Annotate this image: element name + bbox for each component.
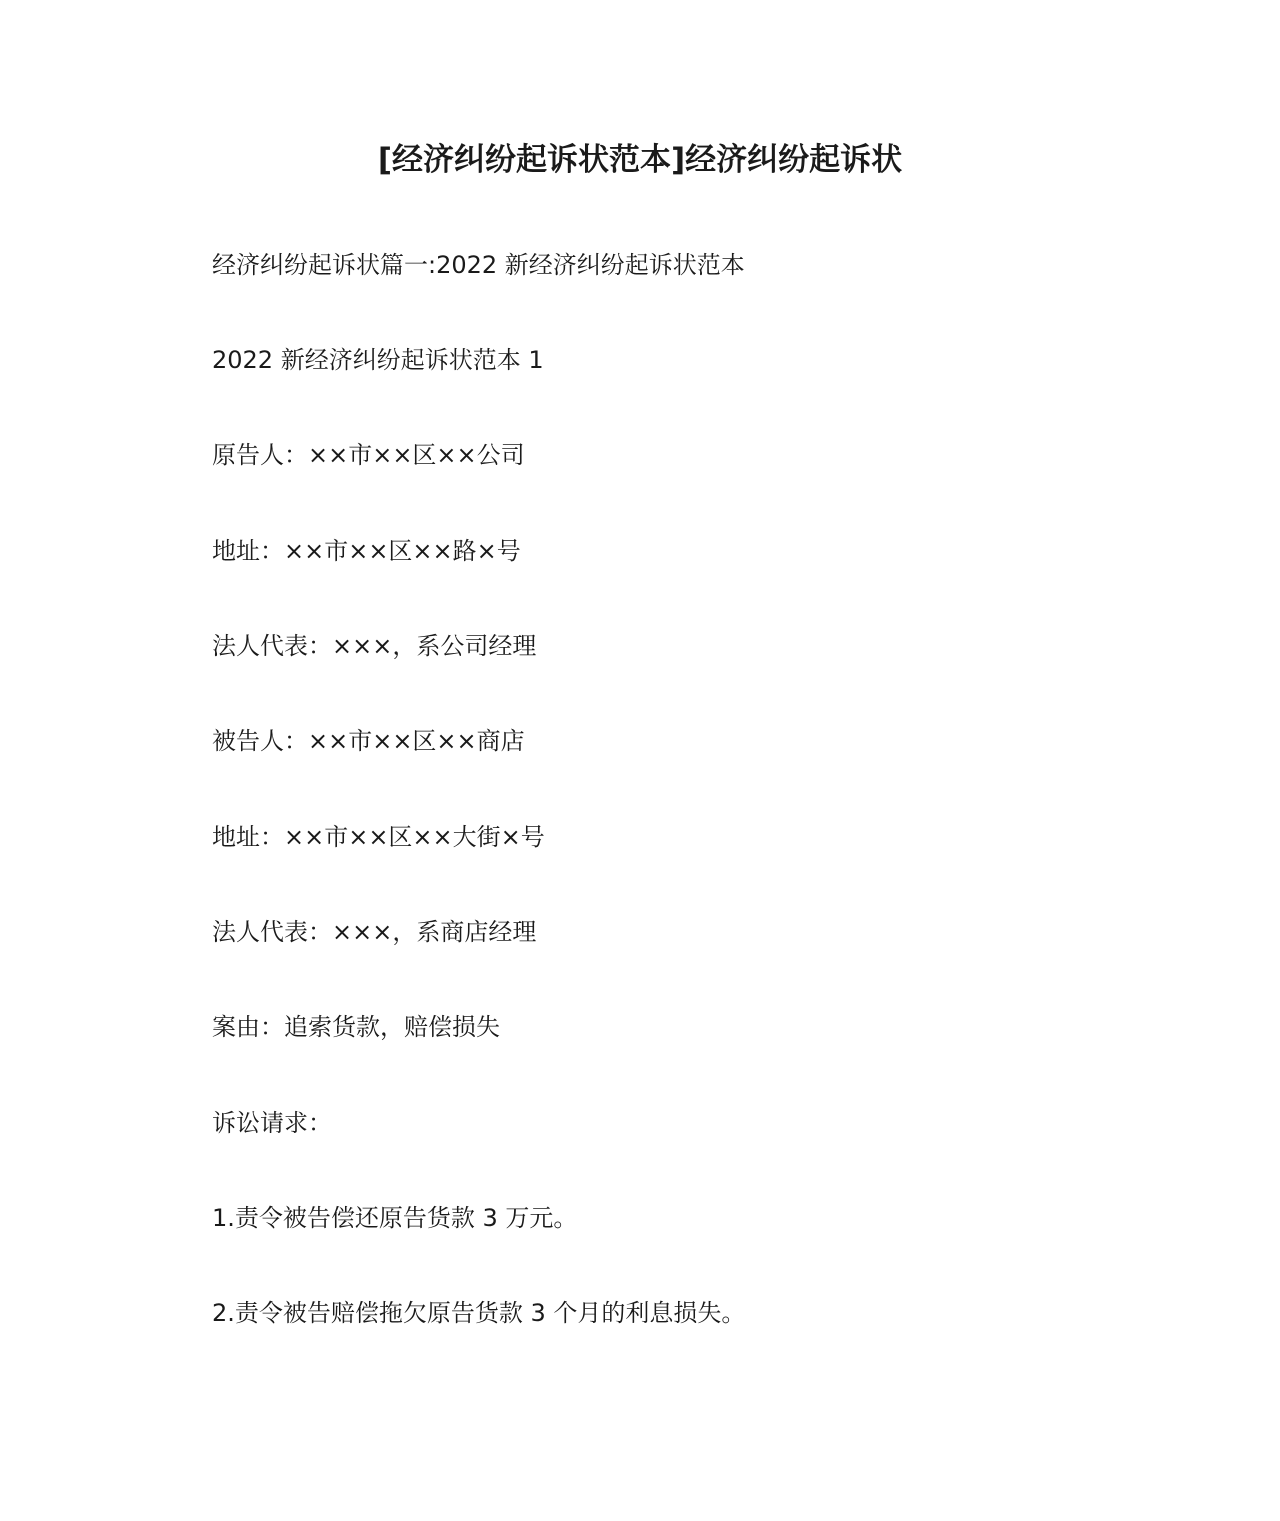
plaintiff-line: 原告人：××市××区××公司: [212, 441, 525, 469]
defendant-address-line: 地址：××市××区××大街×号: [212, 823, 545, 851]
subheading: 2022 新经济纠纷起诉状范本 1: [212, 346, 544, 374]
plaintiff-address-line: 地址：××市××区××路×号: [212, 537, 521, 565]
case-cause-line: 案由：追索货款，赔偿损失: [212, 1013, 500, 1041]
plaintiff-representative-line: 法人代表：×××，系公司经理: [212, 632, 537, 660]
document-title: [经济纠纷起诉状范本]经济纠纷起诉状: [377, 142, 903, 178]
defendant-representative-line: 法人代表：×××，系商店经理: [212, 918, 537, 946]
claim-item-2: 2.责令被告赔偿拖欠原告货款 3 个月的利息损失。: [212, 1299, 746, 1327]
claim-item-1: 1.责令被告偿还原告货款 3 万元。: [212, 1204, 578, 1232]
claims-heading: 诉讼请求：: [212, 1109, 332, 1137]
section-heading: 经济纠纷起诉状篇一:2022 新经济纠纷起诉状范本: [212, 251, 745, 279]
defendant-line: 被告人：××市××区××商店: [212, 727, 525, 755]
